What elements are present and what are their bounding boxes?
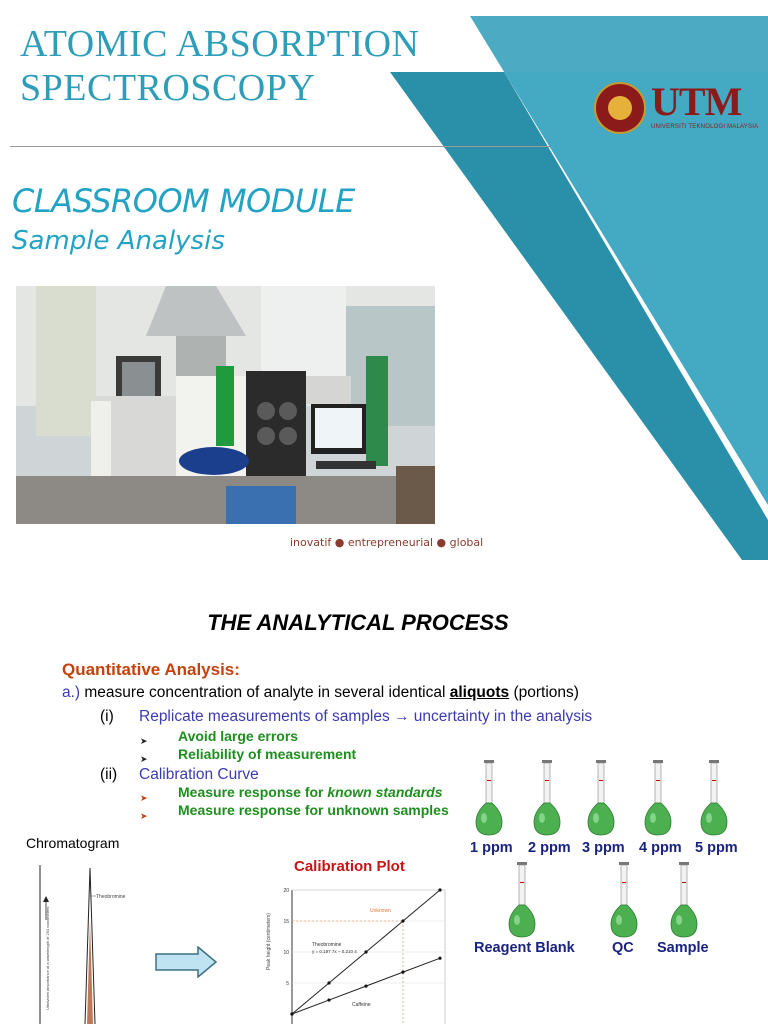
flask-label: Sample bbox=[657, 940, 709, 956]
cover-title: ATOMIC ABSORPTION SPECTROSCOPY bbox=[20, 23, 420, 109]
quantitative-heading: Quantitative Analysis: bbox=[62, 660, 240, 679]
item-i-sub-1: Avoid large errors bbox=[178, 728, 299, 744]
analytical-process-slide bbox=[0, 580, 768, 1024]
bullet-arrow-icon: ➤ bbox=[140, 811, 148, 821]
right-arrow-icon bbox=[154, 946, 218, 978]
utm-logo-subtext: UNIVERSITI TEKNOLOGI MALAYSIA bbox=[651, 124, 759, 130]
data-point bbox=[401, 919, 404, 922]
data-point bbox=[327, 981, 330, 984]
data-point bbox=[364, 985, 367, 988]
data-point bbox=[327, 998, 330, 1001]
calibration-ylabel: Peak height (centimeters) bbox=[266, 913, 272, 970]
chromatogram-ylabel: Ultraviolet absorbance at a wavelength of 254 nanometers bbox=[45, 906, 50, 1010]
bullet-arrow-icon: ➤ bbox=[140, 736, 148, 746]
flask-label: Reagent Blank bbox=[474, 940, 575, 956]
tagline: inovatif ● entrepreneurial ● global bbox=[290, 536, 484, 549]
item-i-marker: (i) bbox=[100, 708, 114, 725]
volumetric-flask-icon bbox=[699, 760, 729, 841]
calibration-plot bbox=[260, 880, 450, 1024]
flask-label: 4 ppm bbox=[639, 840, 682, 856]
data-point bbox=[364, 950, 367, 953]
data-point bbox=[401, 971, 404, 974]
annotation-theobromine: Theobromine bbox=[312, 942, 342, 948]
item-i-text: Replicate measurements of samples → uncertainty in the analysis bbox=[139, 708, 593, 725]
item-i-sub-2: Reliability of measurement bbox=[178, 746, 357, 762]
volumetric-flask-icon bbox=[532, 760, 562, 841]
data-point bbox=[438, 957, 441, 960]
y-tick-label: 20 bbox=[283, 888, 289, 894]
volumetric-flask-icon bbox=[586, 760, 616, 841]
item-ii-text: Calibration Curve bbox=[139, 766, 259, 783]
volumetric-flask-icon bbox=[669, 862, 699, 943]
volumetric-flask-icon bbox=[609, 862, 639, 943]
data-point bbox=[290, 1012, 293, 1015]
annotation-unknown: Unknown bbox=[370, 908, 391, 914]
chromatogram-figure bbox=[30, 860, 180, 1024]
y-tick-label: 15 bbox=[283, 919, 289, 925]
title-divider bbox=[10, 146, 550, 147]
annotation-equation: y = 0.197 7x − 0.210 4 bbox=[312, 949, 357, 954]
module-heading: CLASSROOM MODULE bbox=[12, 182, 355, 220]
y-tick-label: 5 bbox=[286, 981, 289, 987]
item-ii-sub-2: Measure response for unknown samples bbox=[178, 802, 449, 818]
module-subtitle: Sample Analysis bbox=[12, 226, 225, 256]
y-tick-label: 10 bbox=[283, 950, 289, 956]
item-ii-sub-1: Measure response for known standards bbox=[178, 784, 443, 800]
volumetric-flask-icon bbox=[507, 862, 537, 943]
bullet-arrow-icon: ➤ bbox=[140, 754, 148, 764]
bullet-arrow-icon: ➤ bbox=[140, 793, 148, 803]
flask-label: 5 ppm bbox=[695, 840, 738, 856]
lab-instrument-photo bbox=[16, 286, 435, 524]
flask-label: 2 ppm bbox=[528, 840, 571, 856]
flask-label: QC bbox=[612, 940, 634, 956]
slide-title: THE ANALYTICAL PROCESS bbox=[207, 610, 509, 635]
chromatogram-peak-label: Theobromine bbox=[96, 894, 126, 900]
utm-logo-text: UTM bbox=[651, 79, 742, 124]
flask-label: 1 ppm bbox=[470, 840, 513, 856]
flask-label: 3 ppm bbox=[582, 840, 625, 856]
calibration-plot-title: Calibration Plot bbox=[294, 858, 405, 875]
utm-seal-icon bbox=[594, 82, 646, 134]
item-a: a.) measure concentration of analyte in several identical aliquots (portions) bbox=[62, 684, 579, 701]
item-ii-marker: (ii) bbox=[100, 766, 118, 783]
volumetric-flask-icon bbox=[474, 760, 504, 841]
annotation-caffeine: Caffeine bbox=[352, 1002, 371, 1008]
volumetric-flask-icon bbox=[643, 760, 673, 841]
chromatogram-label: Chromatogram bbox=[26, 835, 120, 851]
data-point bbox=[438, 888, 441, 891]
